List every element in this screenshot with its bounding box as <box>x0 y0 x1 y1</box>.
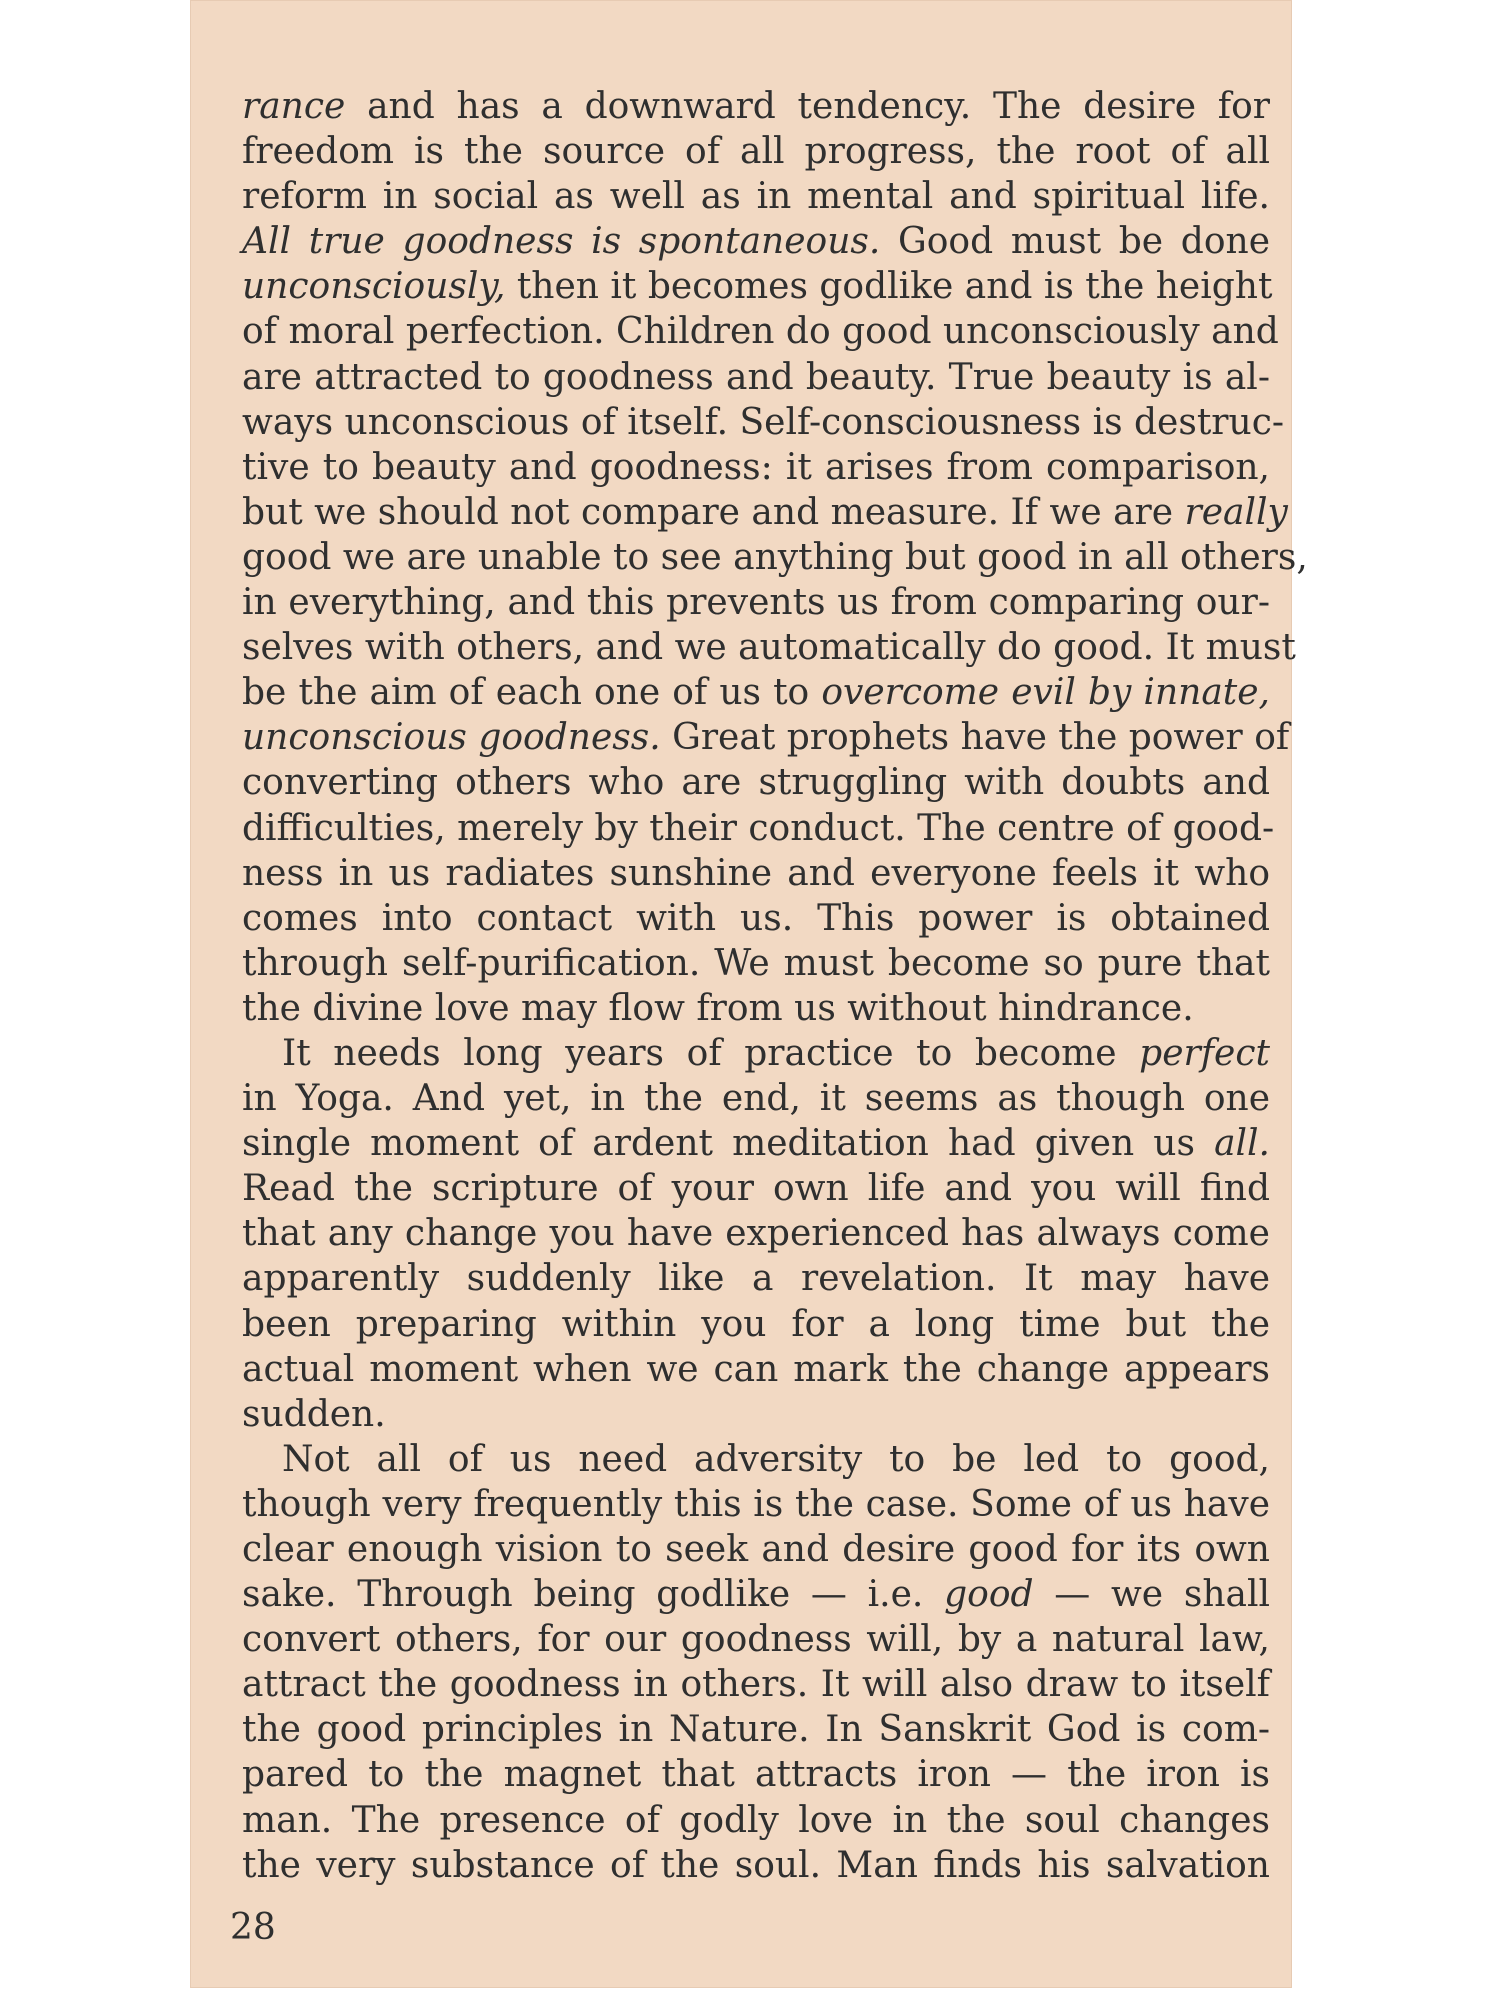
page-number: 28 <box>230 1907 276 1948</box>
text-line <box>242 490 1288 535</box>
page-body-text <box>242 84 1308 1888</box>
text-line <box>242 445 1270 490</box>
text-line <box>242 580 1270 625</box>
text-segment: in everything, and this prevents us from comparing our- <box>242 582 1270 624</box>
text-segment: of moral perfection. Children do good unconsciously and <box>242 311 1279 353</box>
text-line <box>242 129 1270 174</box>
text-line <box>242 1121 1270 1166</box>
text-line <box>242 1302 1270 1347</box>
text-segment: and has a downward tendency. The desire for <box>345 86 1270 127</box>
text-segment: difficulties, merely by their conduct. The centre of good- <box>242 807 1275 849</box>
text-line <box>242 625 1296 670</box>
text-segment: Read the scripture of your own life and you will find <box>242 1168 1270 1210</box>
text-segment: converting others who are struggling with doubts and <box>242 762 1270 804</box>
text-segment: the divine love may flow from us without hindrance. <box>242 987 1194 1029</box>
text-line <box>242 1031 1270 1076</box>
text-line <box>242 986 1270 1031</box>
text-line <box>242 670 1270 715</box>
text-line <box>242 1572 1270 1617</box>
text-segment: through self-purification. We must become so pure that <box>242 942 1270 984</box>
text-segment: clear enough vision to seek and desire good for its own <box>242 1529 1270 1570</box>
italic-text-segment: unconscious goodness. <box>242 717 661 759</box>
text-segment: reform in social as well as in mental and spiritual life. <box>242 176 1270 218</box>
text-segment: the good principles in Nature. In Sanskrit God is com- <box>242 1709 1270 1751</box>
text-segment: selves with others, and we automatically do good. It must <box>242 627 1296 669</box>
text-line <box>242 1752 1270 1797</box>
text-segment: but we should not compare and measure. If we are <box>242 491 1185 533</box>
text-segment: sudden. <box>242 1393 386 1435</box>
text-segment: in Yoga. And yet, in the end, it seems as though one <box>242 1078 1270 1120</box>
italic-text-segment: overcome evil by innate, <box>821 672 1270 714</box>
text-line <box>242 355 1270 400</box>
text-segment: though very frequently this is the case. Some of us have <box>242 1483 1270 1525</box>
italic-text-segment: All true goodness is spontaneous. <box>242 221 881 263</box>
text-line <box>242 896 1270 941</box>
text-line <box>242 1662 1270 1707</box>
text-segment: convert others, for our goodness will, by a natural law, <box>242 1619 1270 1661</box>
text-segment: good we are unable to see anything but good in all others, <box>242 536 1308 578</box>
text-line <box>242 535 1308 580</box>
text-segment: actual moment when we can mark the change appears <box>242 1348 1270 1390</box>
text-line <box>242 1437 1270 1482</box>
text-line <box>242 1527 1270 1572</box>
text-line <box>242 1482 1270 1527</box>
italic-text-segment: all. <box>1214 1123 1270 1165</box>
text-segment: tive to beauty and goodness: it arises from comparison, <box>242 446 1270 488</box>
italic-text-segment: really <box>1184 491 1288 533</box>
text-line <box>242 941 1270 986</box>
text-segment: Good must be done <box>880 221 1270 263</box>
text-segment: been preparing within you for a long time but the <box>242 1303 1270 1345</box>
text-line <box>242 1843 1270 1888</box>
text-line <box>242 1211 1270 1256</box>
text-segment: man. The presence of godly love in the soul changes <box>242 1799 1270 1841</box>
italic-text-segment: good <box>944 1574 1034 1616</box>
text-segment: the very substance of the soul. Man finds his salvation <box>242 1844 1270 1886</box>
text-line <box>242 1392 1270 1437</box>
text-line <box>242 715 1290 760</box>
text-line <box>242 1256 1270 1301</box>
text-segment: It needs long years of practice to become <box>282 1032 1140 1074</box>
text-segment: Not all of us need adversity to be led to good, <box>282 1438 1270 1480</box>
text-line <box>242 1617 1270 1662</box>
text-line <box>242 84 1270 129</box>
text-segment: comes into contact with us. This power is obtained <box>242 897 1270 939</box>
text-segment: freedom is the source of all progress, the root of all <box>242 131 1270 173</box>
text-segment: Great prophets have the power of <box>660 717 1290 759</box>
text-line <box>242 400 1285 445</box>
book-page <box>190 0 1308 1988</box>
text-line <box>242 219 1270 264</box>
text-line <box>242 1166 1270 1211</box>
italic-text-segment: perfect <box>1139 1032 1270 1074</box>
text-line <box>242 264 1273 309</box>
text-segment: ness in us radiates sunshine and everyone feels it who <box>242 852 1270 894</box>
italic-text-segment: rance <box>242 86 346 127</box>
text-segment: sake. Through being godlike — i.e. <box>242 1574 945 1616</box>
text-segment: be the aim of each one of us to <box>242 672 822 714</box>
text-segment: then it becomes godlike and is the height <box>505 266 1273 308</box>
text-line <box>242 174 1270 219</box>
text-line <box>242 1798 1270 1843</box>
text-line <box>242 309 1279 354</box>
text-segment: are attracted to goodness and beauty. True beauty is al- <box>242 356 1270 398</box>
text-segment: attract the goodness in others. It will also draw to itself <box>242 1664 1270 1706</box>
text-segment: that any change you have experienced has always come <box>242 1213 1270 1255</box>
text-line <box>242 1347 1270 1392</box>
text-segment: pared to the magnet that attracts iron — the iron is <box>242 1754 1270 1796</box>
text-line <box>242 760 1270 805</box>
text-segment: — we shall <box>1033 1574 1270 1616</box>
text-line <box>242 851 1270 896</box>
text-segment: single moment of ardent meditation had given us <box>242 1123 1215 1165</box>
text-segment: apparently suddenly like a revelation. It may have <box>242 1258 1270 1300</box>
italic-text-segment: unconsciously, <box>242 266 506 308</box>
text-line <box>242 806 1275 851</box>
text-line <box>242 1076 1270 1121</box>
text-segment: ways unconscious of itself. Self-consciousness is destruc- <box>242 401 1285 443</box>
text-line <box>242 1707 1270 1752</box>
